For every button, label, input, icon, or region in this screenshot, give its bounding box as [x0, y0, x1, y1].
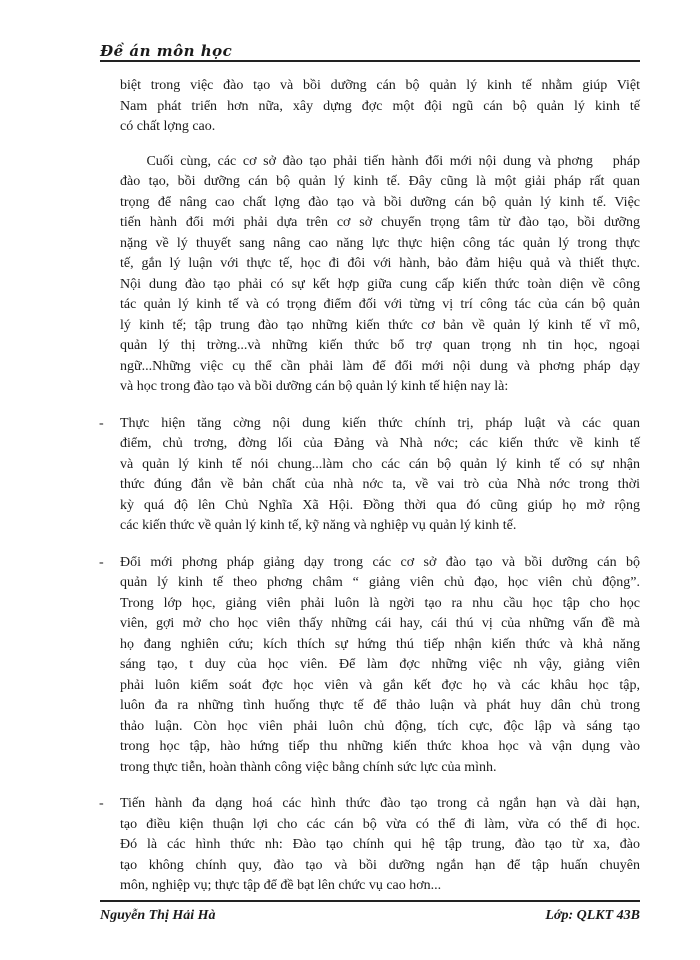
text-line: trong thực tiễn, hoàn thành công việc bằng chính sức lực của mình.	[120, 759, 497, 775]
text-line: có chất lợng cao.	[120, 119, 216, 134]
text-line: đào tạo, bồi dưỡng cán bộ quản lý kinh tế. Đây cũng là một giải pháp rất quan	[120, 174, 640, 189]
paragraph-continuation	[120, 76, 640, 138]
text-line: trọng để nâng cao chất lợng đào tạo và bồi dưỡng cán bộ quản lý kinh tế. Việc	[120, 194, 640, 210]
text-line: tạo điều kiện thuận lợi cho các cán bộ vừa có thể đi làm, vừa có thể đi học.	[120, 816, 640, 832]
document-body	[99, 76, 640, 911]
text-line: tế, gắn lý luận với thực tế, học đi đôi với hành, bảo đảm hiệu quả và thiết thực.	[120, 256, 640, 271]
text-line: viên, gợi mở cho học viên thấy những cái hay, cái thú vị của những vấn đề mà	[120, 616, 640, 631]
paragraph-conclusion	[120, 152, 640, 398]
header-rule	[100, 60, 640, 62]
text-line: ngữ...Những việc cụ thể cần phải làm để đổi mới nội dung và phơng pháp dạy	[120, 358, 640, 374]
text-line: môn, nghiệp vụ; thực tập để đề bạt lên chức vụ cao hơn...	[120, 878, 442, 893]
text-line: Nội dung đào tạo phải có sự kết hợp giữa cung cấp kiến thức toàn diện về công	[120, 276, 640, 292]
text-line: tạo không chính quy, đào tạo và bồi dưỡng ngắn hạn để tập huấn chuyên	[120, 857, 640, 873]
text-line: phải luôn kiểm soát đợc học viên và gắn kết đợc họ và các khâu học tập,	[120, 677, 640, 693]
bullet-item	[99, 414, 640, 537]
text-line: sáng tạo, t duy của học viên. Để làm đợc những việc nh vậy, giảng viên	[120, 657, 640, 672]
page-header	[100, 40, 640, 62]
text-line: và quản lý kinh tế nói chung...làm cho các cán bộ quản lý kinh tế có sự nhận	[120, 456, 640, 472]
text-line: trong học tập, hào hứng tiếp thu những kiến thức khoa học và vận dụng vào	[120, 739, 640, 754]
text-line: biệt trong việc đào tạo và bồi dưỡng cán bộ quản lý kinh tế nhằm giúp Việt	[120, 78, 640, 93]
dash-bullet: -	[99, 554, 104, 570]
text-line: kỳ quá độ lên Chủ Nghĩa Xã Hội. Đồng thời qua đó cũng giúp họ mở rộng	[120, 497, 640, 513]
text-line: và học trong đào tạo và bồi dưỡng cán bộ quản lý kinh tế hiện nay là:	[120, 379, 509, 394]
text-line: Đổi mới phơng pháp giảng dạy trong các cơ sở đào tạo và bồi dưỡng cán bộ	[120, 554, 640, 570]
text-line: Thực hiện tăng cờng nội dung kiến thức chính trị, pháp luật và các quan	[120, 415, 640, 431]
text-line: họ đang nghiên cứu; kích thích sự hứng thú tiếp nhận kiến thức và khả năng	[120, 636, 640, 652]
text-line: lý kinh tế; tập trung đào tạo những kiến thức cơ bản về quản lý kinh tế vĩ mô,	[120, 317, 640, 333]
bullet-item	[99, 794, 640, 897]
text-line: Trong lớp học, giảng viên phải luôn là ngời tạo ra nhu cầu học tập cho học	[120, 595, 640, 611]
text-line: điểm, chủ trơng, đờng lối của Đảng và Nhà nớc; các kiến thức về kinh tế	[120, 436, 640, 451]
text-line: Đó là các hình thức nh: Đào tạo chính qui hệ tập trung, đào tạo từ xa, đào	[120, 837, 640, 852]
dash-bullet: -	[99, 415, 104, 431]
page-footer	[100, 900, 640, 930]
text-line: thảo luận. Còn học viên phải luôn chủ động, tích cực, độc lập và sáng tạo	[120, 718, 640, 734]
text-line: thức đúng đắn về bản chất của nhà nớc ta, về vai trò của Nhà nớc trong thời	[120, 477, 640, 492]
text-line: luôn đa ra những tình huống thực tế để thảo luận và phát huy dân chủ trong	[120, 698, 640, 713]
dash-bullet: -	[99, 796, 104, 811]
text-line: tiến hành đổi mới phải dựa trên cơ sở chuyển trọng tâm từ đào tạo, bồi dưỡng	[120, 215, 640, 230]
text-line: tác quản lý kinh tế và có trọng điểm đối với từng vị trí công tác của cán bộ quản	[120, 297, 640, 312]
text-line: nặng về lý thuyết sang nâng cao năng lực thực hiện công tác quản lý trong thực	[120, 235, 640, 251]
text-line: Cuối cùng, các cơ sở đào tạo phải tiến hành đổi mới nội dung và phơng pháp	[120, 153, 640, 169]
footer-author: Nguyễn Thị Hải Hà	[100, 908, 216, 923]
text-line: Tiến hành đa dạng hoá các hình thức đào tạo trong cả ngắn hạn và dài hạn,	[120, 796, 640, 811]
footer-rule	[100, 900, 640, 902]
bullet-item	[99, 553, 640, 779]
text-line: các kiến thức về quản lý kinh tế, kỹ năng và nghiệp vụ quản lý kinh tế.	[120, 518, 517, 533]
footer-class: Lớp: QLKT 43B	[545, 908, 640, 923]
text-line: Nam phát triển hơn nữa, xây dựng đợc một đội ngũ cán bộ quản lý kinh tế	[120, 98, 640, 114]
text-line: quản lý thị trờng...và những kiến thức bổ trợ quan trọng nh tin học, ngoại	[120, 338, 640, 353]
text-line: quản lý kinh tế theo phơng châm “ giảng viên chủ đạo, học viên chủ động”.	[120, 575, 640, 590]
header-title: Đề án môn học	[100, 42, 233, 60]
